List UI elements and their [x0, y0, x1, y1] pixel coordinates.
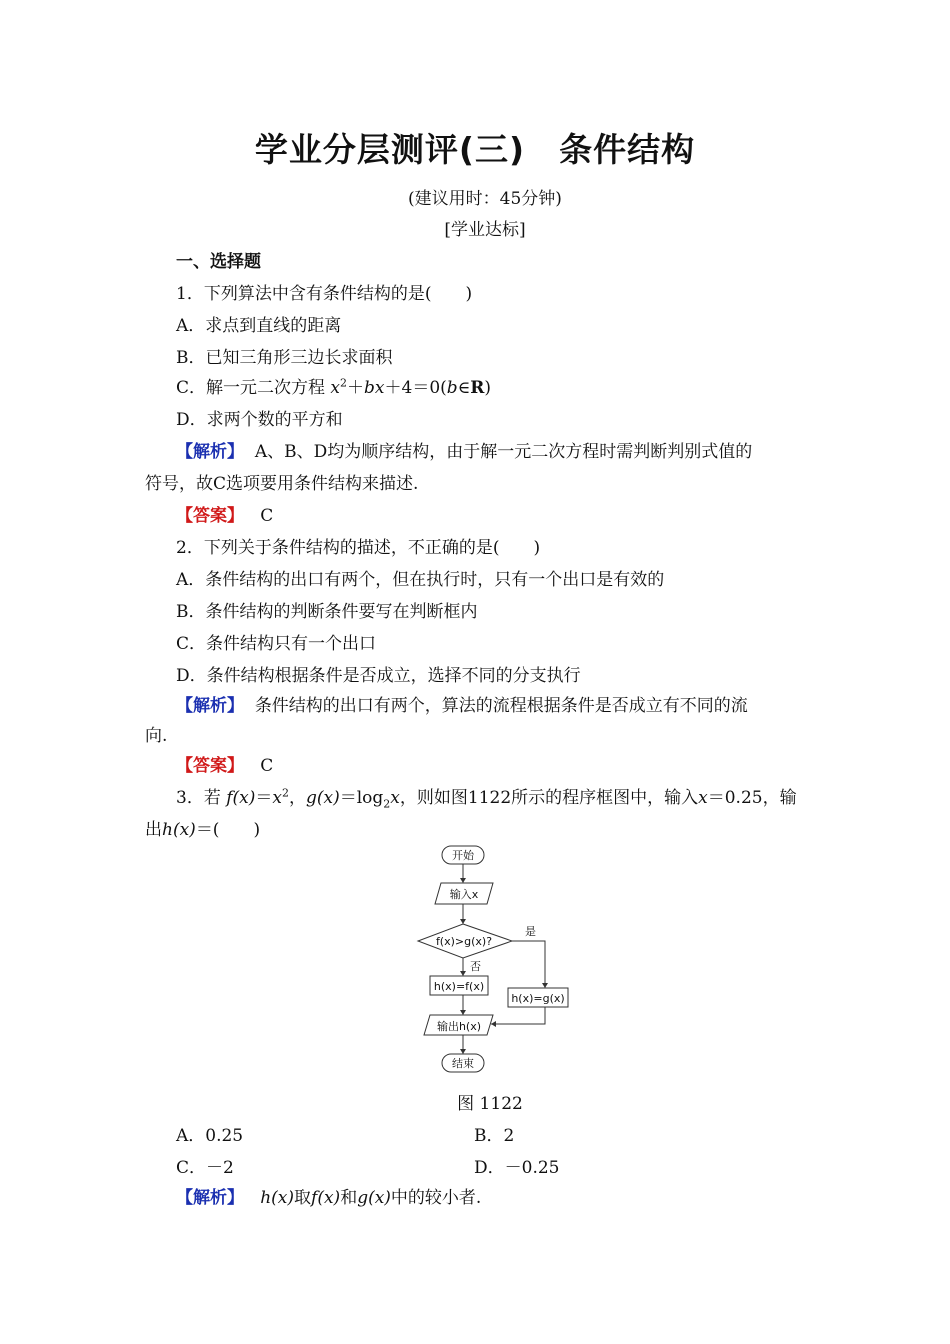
flow-no-label: 否: [470, 960, 481, 973]
q2-option-a: A．条件结构的出口有两个，但在执行时，只有一个出口是有效的: [176, 570, 665, 590]
q1-option-a: A．求点到直线的距离: [176, 316, 342, 336]
flow-output-label: 输出h(x): [436, 1020, 482, 1033]
flowchart: [415, 842, 585, 1082]
q3-analysis: 【解析】 h(x)取f(x)和g(x)中的较小者.: [176, 1188, 482, 1208]
flow-yes-label: 是: [525, 925, 536, 938]
q2-analysis-cont: 向.: [145, 726, 168, 746]
q3-option-a: A．0.25: [176, 1126, 244, 1146]
q2-stem: 2．下列关于条件结构的描述，不正确的是( ): [176, 538, 541, 558]
q2-option-d: D．条件结构根据条件是否成立，选择不同的分支执行: [176, 666, 581, 686]
figure-caption: 图 1122: [457, 1094, 523, 1114]
page-title: 学业分层测评(三) 条件结构: [254, 130, 696, 169]
q1-analysis-cont: 符号，故C选项要用条件结构来描述.: [145, 474, 419, 494]
flow-assign-f-label: h(x)=f(x): [433, 980, 485, 993]
answer-tag: 【答案】: [176, 506, 244, 526]
q3-option-c: C．－2: [176, 1158, 234, 1178]
answer-tag: 【答案】: [176, 756, 244, 776]
q1-option-c: C．解一元二次方程 $x^2+bx+4=0(b\in R)$: [176, 376, 492, 398]
section-label: [学业达标]: [444, 220, 526, 240]
time-note: (建议用时：45分钟): [408, 189, 562, 209]
q3-stem-cont: 出h(x)＝( ): [145, 820, 261, 840]
part-heading: 一、选择题: [176, 252, 261, 272]
q3-option-d: D．－0.25: [474, 1158, 560, 1178]
flow-condition-label: f(x)>g(x)?: [435, 935, 493, 948]
analysis-tag: 【解析】: [176, 696, 244, 716]
q1-answer: 【答案】 C: [176, 506, 274, 526]
q2-option-b: B．条件结构的判断条件要写在判断框内: [176, 602, 478, 622]
q1-analysis: 【解析】 A、B、D均为顺序结构，由于解一元二次方程时需判断判别式值的: [176, 442, 753, 462]
flow-input-label: 输入x: [449, 888, 479, 901]
q1-option-b: B．已知三角形三边长求面积: [176, 348, 393, 368]
flow-end-label: 结束: [452, 1057, 474, 1070]
q2-answer: 【答案】 C: [176, 756, 274, 776]
flow-start-label: 开始: [452, 849, 474, 862]
q2-option-c: C．条件结构只有一个出口: [176, 634, 377, 654]
q3-option-b: B．2: [474, 1126, 515, 1146]
analysis-tag: 【解析】: [176, 1188, 244, 1208]
q2-analysis: 【解析】 条件结构的出口有两个，算法的流程根据条件是否成立有不同的流: [176, 696, 748, 716]
q1-option-d: D．求两个数的平方和: [176, 410, 343, 430]
analysis-tag: 【解析】: [176, 442, 244, 462]
q1-stem: 1．下列算法中含有条件结构的是( ): [176, 284, 473, 304]
q3-stem: 3．若 $f(x)=x^2$，$g(x)=\log_2x$，则如图1122所示的程序框图中，输入x＝0.25，输: [176, 786, 797, 811]
flow-assign-g-label: h(x)=g(x): [511, 992, 565, 1005]
